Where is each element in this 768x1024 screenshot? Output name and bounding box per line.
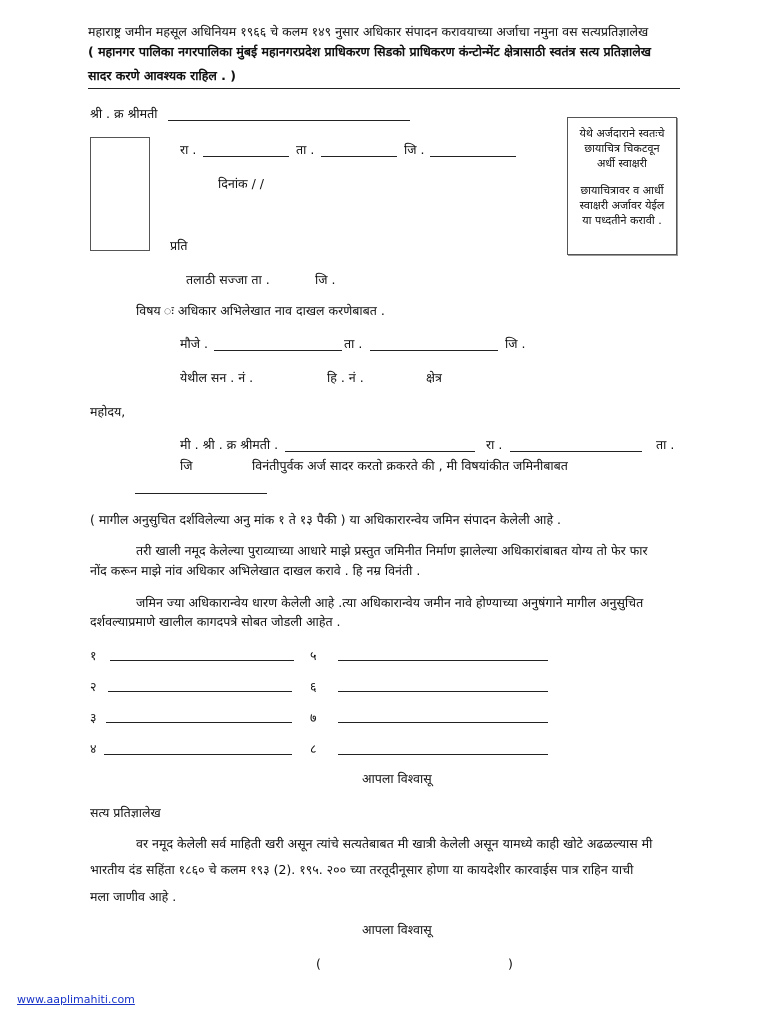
affidavit-heading: सत्य प्रतिज्ञालेख [90,805,161,820]
p3-line-1: तरी खाली नमूद केलेल्या पुराव्याच्या आधारे माझे प्रस्तुत जमिनीत निर्माण झालेल्या अधिकारांबाबत योग्य तो फेर फार [136,543,648,558]
doc-line-3 [106,722,292,723]
affidavit-line-1: वर नमूद केलेली सर्व माहिती खरी असून त्यांचे सत्यतेबाबत मी खात्री केलेली असून यामध्ये काही खोटे अढळल्यास मी [136,836,653,851]
addressee-ji: जि . [315,272,336,287]
doc-line-8 [338,754,548,755]
p1-line-2: विनंतीपुर्वक अर्ज सादर करतो क्रकरते की , मी विषयांकीत जमिनीबाबत [252,458,568,473]
note-line-5: स्वाक्षरी अर्जावर येईल [579,199,665,212]
ji-line [430,156,516,157]
p1-name-line [285,451,475,452]
note-line-6: या पध्दतीने करावी . [582,214,662,227]
doc-line-6 [338,691,548,692]
mauje-label: मौजे . [180,336,208,351]
subject-label: विषय ः अधिकार अभिलेखात नाव दाखल करणेबाबत . [136,303,385,318]
doc-line-7 [338,722,548,723]
doc-num-3: ३ [90,710,97,725]
note-line-2: छायाचित्र चिकटवून [584,142,660,155]
doc-num-6: ६ [310,679,317,694]
affidavit-line-2: भारतीय दंड सहिंता १८६० चे कलम १९३ (2). १९५. २०० च्या तरतूदीनूसार होणा या कायदेशीर कारवाईस पात्र राहिन याची [90,862,634,877]
subject-ta: ता . [344,336,363,351]
subject-ji: जि . [505,336,526,351]
p3-line-2: नोंद करून माझे नांव अधिकार अभिलेखात दाखल करावे . हि नम्र विनंती . [90,563,421,578]
applicant-name-label: श्री . क्र श्रीमती [90,106,158,121]
p1-ta: ता . [656,437,675,452]
ji-label: जि . [404,142,425,157]
photo-instruction-box [567,117,677,255]
doc-num-4: ४ [90,741,97,756]
closing-2: आपला विश्वासू [362,922,432,937]
p1-ra: रा . [486,437,503,452]
ra-label: रा . [180,142,197,157]
p1-ji: जि [180,458,193,473]
header-rule [88,88,680,89]
doc-line-4 [104,754,292,755]
signature-paren-open: ( [316,956,321,971]
p2: ( मागील अनुसुचित दर्शविलेल्या अनु मांक १ ते १३ पैकी ) या अधिकारारन्वेय जमिन संपादन केलेली आहे . [90,512,562,527]
p4-line-2: दर्शवल्याप्रमाणे खालील कागदपत्रे सोबत जोडली आहेत . [90,614,341,629]
signature-paren-close: ) [508,956,513,971]
subject-ta-line [370,350,498,351]
doc-num-2: २ [90,679,97,694]
ta-label: ता . [296,142,315,157]
prati-label: प्रति [170,238,188,253]
doc-num-8: ८ [310,741,317,756]
ta-line [321,156,397,157]
header-line-1: महाराष्ट्र जमीन महसूल अधिनियम १९६६ चे कलम १४९ नुसार अधिकार संपादन करावयाच्या अर्जाचा नमुना वस सत्यप्रतिज्ञालेख [88,24,649,39]
doc-num-5: ५ [310,648,317,663]
doc-num-7: ७ [310,710,317,725]
salutation: महोदय, [90,404,126,419]
mauje-line [214,350,342,351]
applicant-name-line [168,120,410,121]
header-line-3: सादर करणे आवश्यक राहिल . ) [88,68,236,83]
doc-line-1 [110,660,294,661]
closing-1: आपला विश्वासू [362,771,432,786]
doc-line-2 [108,691,292,692]
note-line-4: छायाचित्रावर व आर्धी [580,184,664,197]
affidavit-line-3: मला जाणीव आहे . [90,889,177,904]
ra-line [203,156,289,157]
p1-name-label: मी . श्री . क्र श्रीमती . [180,437,279,452]
date-label: दिनांक / / [218,176,265,191]
header-line-2: ( महानगर पालिका नगरपालिका मुंबई महानगरप्रदेश प्राधिकरण सिडको प्राधिकरण कंन्टोन्मेंट क्षेत्रासाठी स्वतंत्र सत्य प्रतिज्ञालेख [88,44,651,59]
survey-label: येथील सन . नं . [180,370,254,385]
footer-website-link[interactable]: www.aaplimahiti.com [17,993,135,1006]
p4-line-1: जमिन ज्या अधिकारान्वेय धारण केलेली आहे .त्या अधिकारान्वेय जमीन नावे होण्याच्या अनुषंगाने मागील अनुसुचित [136,595,644,610]
photo-box [90,137,150,251]
doc-num-1: १ [90,648,97,663]
note-line-3: अर्धी स्वाक्षरी [597,157,647,170]
area-label: क्षेत्र [426,370,442,385]
talathi-label: तलाठी सज्जा ता . [186,272,270,287]
note-line-1: येथे अर्जदाराने स्वतःचे [579,127,665,140]
p1-ra-line [510,451,642,452]
p1-land-line [135,493,267,494]
hissa-label: हि . नं . [327,370,364,385]
doc-line-5 [338,660,548,661]
